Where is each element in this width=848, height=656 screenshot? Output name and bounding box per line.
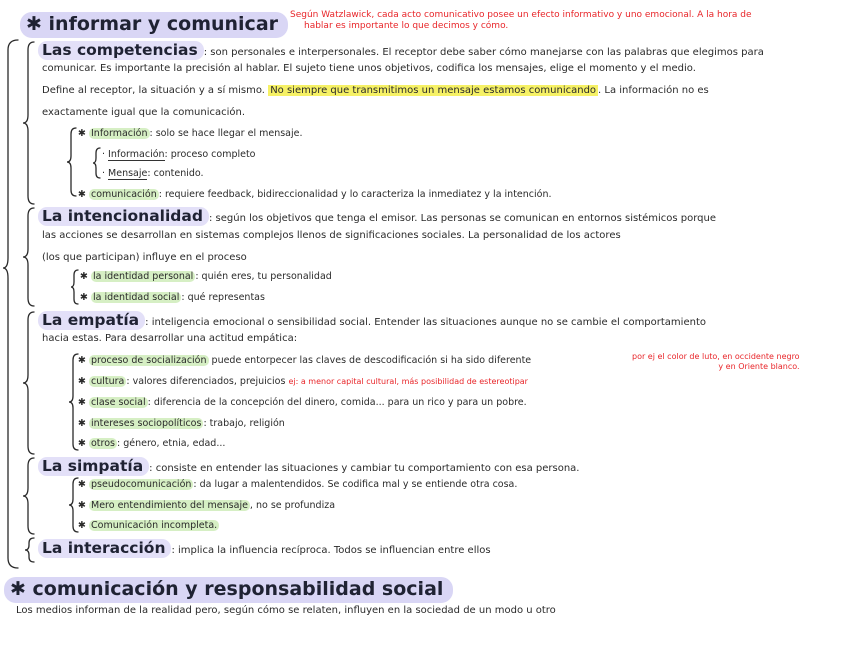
luto-note: [632, 352, 800, 372]
section-title-responsabilidad: [4, 577, 453, 603]
term-definition: , no se profundiza: [249, 500, 336, 511]
competencias-line-1: [38, 40, 764, 60]
competencias-line-3: [42, 84, 709, 98]
term-definition: : solo se hace llegar el mensaje.: [149, 128, 303, 139]
competencias-text: Define al receptor, la situación y a sí mismo.: [42, 85, 265, 96]
competencias-line-2: comunicar. Es importante la precisión al hablar. El sujeto tiene unos objetivos, codifica los mensajes, elige el momento y el medio.: [42, 63, 696, 74]
asterisk-icon: ✱: [78, 376, 86, 387]
term-informacion-sub: Información: [108, 149, 165, 160]
info-bullet: [78, 127, 303, 140]
info-sub-brace: [92, 146, 102, 180]
term-definition: : contenido.: [147, 168, 204, 179]
simpatia-line-1: [38, 456, 579, 476]
otros-bullet: [78, 437, 225, 450]
section-heading-simpatia: La simpatía: [38, 457, 149, 476]
identidad-brace: [70, 268, 80, 306]
watzlawick-note: [290, 10, 752, 32]
pseudocomunicacion-bullet: [78, 478, 517, 491]
clase-social-bullet: [78, 396, 527, 409]
competencias-line-4: exactamente igual que la comunicación.: [42, 107, 246, 118]
intencionalidad-brace: [22, 206, 36, 308]
identidad-social-bullet: [80, 291, 265, 304]
term-otros: otros: [91, 438, 115, 449]
simpatia-text: : consiste en entender las situaciones y cambiar tu comportamiento con esa persona.: [149, 463, 580, 474]
cultura-note: ej: a menor capital cultural, más posibilidad de estereotipar: [288, 377, 528, 386]
asterisk-icon: ✱: [78, 500, 86, 511]
intencionalidad-line-2: las acciones se desarrollan en sistemas complejos llenos de significaciones sociales. La personalidad de los actores: [42, 230, 621, 241]
asterisk-icon: ✱: [78, 418, 86, 429]
socializacion-bullet: [78, 354, 531, 367]
term-definition: : requiere feedback, bidireccionalidad y lo caracteriza la inmediatez y la intención.: [158, 189, 552, 200]
section-heading-competencias: Las competencias: [38, 41, 204, 60]
competencias-text: : son personales e interpersonales. El receptor debe saber cómo manejarse con las palabras que elegimos para: [203, 47, 764, 58]
simpatia-brace: [22, 456, 36, 536]
term-definition: : da lugar a malentendidos. Se codifica mal y se entiende otra cosa.: [193, 479, 518, 490]
intereses-bullet: [78, 417, 285, 430]
section-heading-empatia: La empatía: [38, 311, 145, 330]
section-title-informar: [20, 12, 288, 38]
main-brace: [2, 38, 22, 578]
asterisk-icon: ✱: [26, 13, 42, 35]
cultura-bullet: [78, 375, 528, 388]
note-line: Según Watzlawick, cada acto comunicativo posee un efecto informativo y uno emocional. A la hora de: [290, 10, 752, 20]
interaccion-text: : implica la influencia recíproca. Todos se influencian entre ellos: [171, 545, 491, 556]
identidad-personal-bullet: [80, 270, 332, 283]
term-intereses: intereses sociopolíticos: [91, 418, 202, 429]
intencionalidad-text: : según los objetivos que tenga el emisor. Las personas se comunican en entornos sistémicos porque: [208, 213, 717, 224]
term-pseudocomunicacion: pseudocomunicación: [91, 479, 192, 490]
section-heading-interaccion: La interacción: [38, 539, 171, 558]
asterisk-icon: ✱: [78, 128, 86, 139]
term-definition: puede entorpecer las claves de descodificación si ha sido diferente: [208, 355, 532, 366]
term-mero-entendimiento: Mero entendimiento del mensaje: [91, 500, 248, 511]
asterisk-icon: ✱: [78, 520, 86, 531]
asterisk-icon: ✱: [78, 189, 86, 200]
term-definition: : valores diferenciados, prejuicios: [126, 376, 286, 387]
term-definition: : quién eres, tu personalidad: [195, 271, 332, 282]
section-title-text: comunicación y responsabilidad social: [32, 578, 444, 600]
intencionalidad-line-1: [38, 206, 716, 226]
intencionalidad-line-3: (los que participan) influye en el proceso: [42, 252, 247, 263]
competencias-brace: [22, 40, 36, 206]
highlight-key-idea: No siempre que transmitimos un mensaje estamos comunicando: [270, 85, 597, 96]
comunicacion-bullet: [78, 188, 552, 201]
asterisk-icon: ✱: [78, 397, 86, 408]
asterisk-icon: ✱: [10, 578, 26, 600]
term-identidad-social: la identidad social: [93, 292, 180, 303]
term-definition: : diferencia de la concepción del dinero, comida... para un rico y para un pobre.: [147, 397, 527, 408]
term-socializacion: proceso de socialización: [91, 355, 207, 366]
note-line: hablar es importante lo que decimos y cómo.: [304, 21, 509, 31]
competencias-text: . La información no es: [598, 85, 709, 96]
mero-entendimiento-bullet: [78, 499, 335, 512]
asterisk-icon: ✱: [80, 292, 88, 303]
term-mensaje: Mensaje: [108, 168, 148, 179]
term-definition: : proceso completo: [164, 149, 256, 160]
term-comunicacion: comunicación: [91, 189, 157, 200]
interaccion-brace: [24, 536, 36, 564]
term-comunicacion-incompleta: Comunicación incompleta.: [91, 520, 218, 531]
info-brace: [66, 126, 78, 198]
term-definition: : género, etnia, edad...: [117, 438, 226, 449]
asterisk-icon: ✱: [78, 355, 86, 366]
info-sub-bullet-2: · Mensaje: contenido.: [102, 168, 204, 179]
asterisk-icon: ✱: [78, 438, 86, 449]
note-line: y en Oriente blanco.: [718, 362, 800, 371]
interaccion-line-1: [38, 538, 491, 558]
section-heading-intencionalidad: La intencionalidad: [38, 207, 209, 226]
empatia-brace: [22, 310, 36, 456]
empatia-line-2: hacia estas. Para desarrollar una actitud empática:: [42, 333, 298, 344]
note-line: por ej el color de luto, en occidente negro: [632, 352, 800, 361]
info-sub-bullet-1: · Información: proceso completo: [102, 149, 256, 160]
term-definition: : trabajo, religión: [203, 418, 285, 429]
term-informacion: Información: [91, 128, 148, 139]
responsabilidad-text: Los medios informan de la realidad pero, según cómo se relaten, influyen en la sociedad de un modo u otro: [16, 605, 556, 616]
comunicacion-incompleta-bullet: [78, 519, 219, 532]
asterisk-icon: ✱: [78, 479, 86, 490]
section-title-text: informar y comunicar: [48, 13, 279, 35]
term-identidad-personal: la identidad personal: [93, 271, 194, 282]
empatia-line-1: [38, 310, 706, 330]
asterisk-icon: ✱: [80, 271, 88, 282]
term-clase-social: clase social: [91, 397, 146, 408]
term-definition: : qué representas: [181, 292, 265, 303]
empatia-text: : inteligencia emocional o sensibilidad social. Entender las situaciones aunque no se cambie el comportamiento: [145, 317, 706, 328]
term-cultura: cultura: [91, 376, 125, 387]
